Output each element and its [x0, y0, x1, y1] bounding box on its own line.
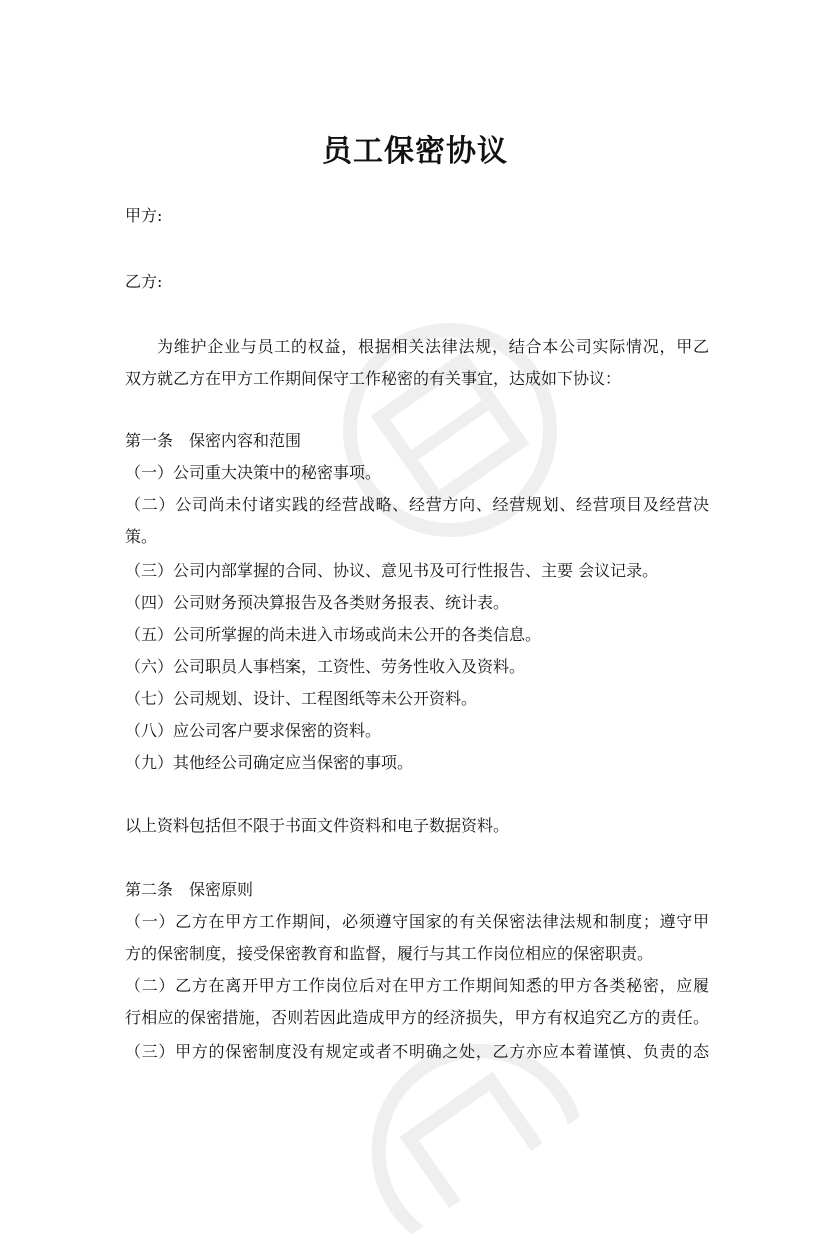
- article1-item: （五）公司所掌握的尚未进入市场或尚未公开的各类信息。: [125, 625, 542, 644]
- article2-line: 行相应的保密措施，否则若因此造成甲方的经济损失，甲方有权追究乙方的责任。: [125, 1008, 709, 1027]
- article2-line: （一）乙方在甲方工作期间，必须遵守国家的有关保密法律法规和制度；遵守甲: [125, 912, 709, 931]
- article2-line: 方的保密制度，接受保密教育和监督，履行与其工作岗位相应的保密职责。: [125, 944, 654, 963]
- article1-item: （二）公司尚未付诸实践的经营战略、经营方向、经营规划、经营项目及经营决: [125, 495, 709, 514]
- stamp-watermark-icon: [277, 255, 623, 606]
- page-title: 员工保密协议: [322, 134, 508, 169]
- article1-heading: 第一条 保密内容和范围: [125, 431, 302, 450]
- article1-note: 以上资料包括但不限于书面文件资料和电子数据资料。: [125, 816, 510, 835]
- article2-line: （三）甲方的保密制度没有规定或者不明确之处，乙方亦应本着谨慎、负责的态: [125, 1042, 709, 1061]
- article1-item: （一）公司重大决策中的秘密事项。: [125, 463, 382, 482]
- article1-item: （九）其他经公司确定应当保密的事项。: [125, 753, 414, 772]
- intro-line: 双方就乙方在甲方工作期间保守工作秘密的有关事宜，达成如下协议：: [125, 369, 622, 388]
- article1-item: （六）公司职员人事档案，工资性、劳务性收入及资料。: [125, 657, 526, 676]
- party-b-label: 乙方:: [125, 272, 163, 291]
- intro-line: 为维护企业与员工的权益，根据相关法律法规，结合本公司实际情况，甲乙: [157, 337, 709, 356]
- party-a-label: 甲方:: [125, 206, 163, 225]
- article2-heading: 第二条 保密原则: [125, 880, 254, 899]
- article1-item: （四）公司财务预决算报告及各类财务报表、统计表。: [125, 593, 510, 612]
- article1-item: （七）公司规划、设计、工程图纸等未公开资料。: [125, 689, 478, 708]
- article1-item: （八）应公司客户要求保密的资料。: [125, 721, 382, 740]
- article1-item: 策。: [125, 527, 158, 546]
- article1-item: （三）公司内部掌握的合同、协议、意见书及可行性报告、主要 会议记录。: [125, 561, 659, 580]
- article2-line: （二）乙方在离开甲方工作岗位后对在甲方工作期间知悉的甲方各类秘密，应履: [125, 976, 709, 995]
